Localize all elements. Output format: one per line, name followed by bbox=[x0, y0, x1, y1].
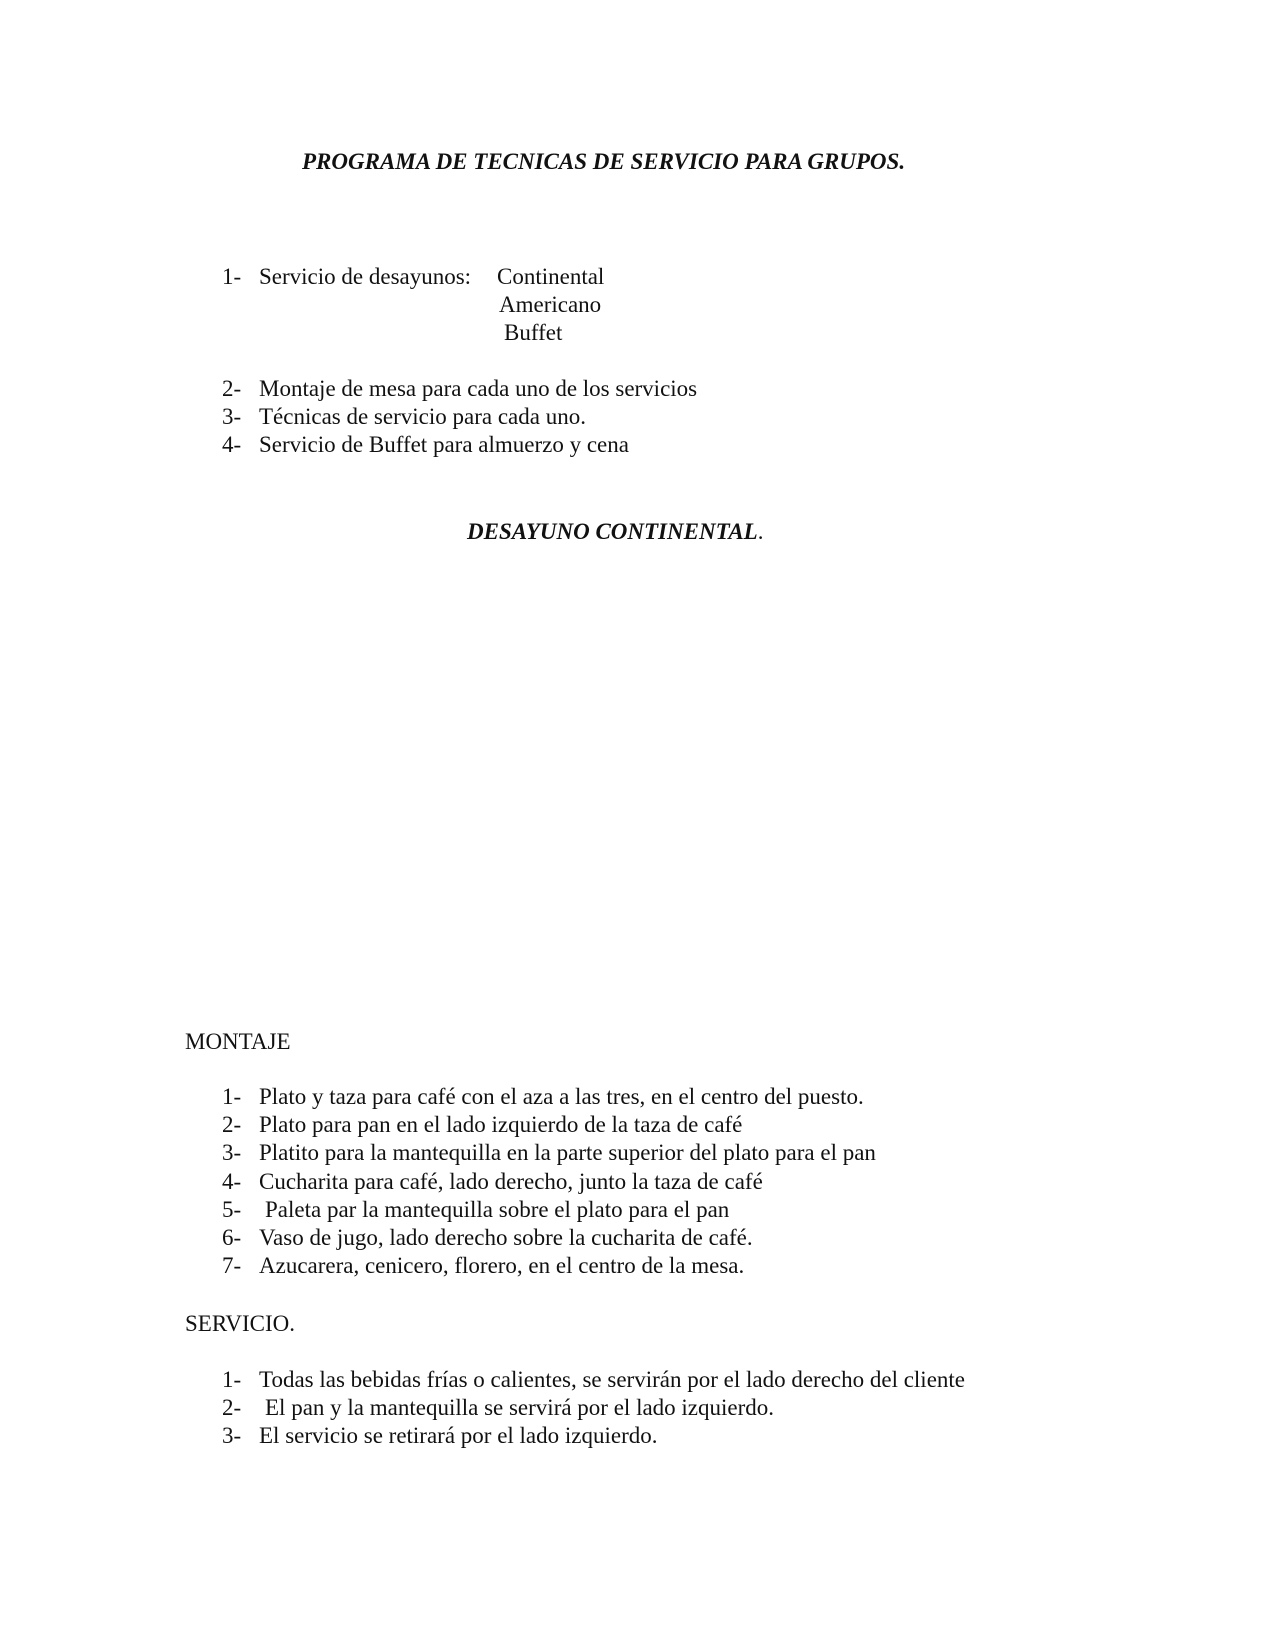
breakfast-type-buffet: Buffet bbox=[504, 320, 563, 345]
list-number: 1- bbox=[222, 1084, 242, 1109]
list-text: Azucarera, cenicero, florero, en el centro de la mesa. bbox=[259, 1253, 745, 1278]
list-number: 7- bbox=[222, 1253, 242, 1278]
breakfast-type-americano: Americano bbox=[499, 292, 602, 317]
list-text: Todas las bebidas frías o calientes, se servirán por el lado derecho del cliente bbox=[259, 1367, 966, 1392]
list-number: 2- bbox=[222, 1112, 242, 1137]
list-number: 3- bbox=[222, 1140, 242, 1165]
list-text: Paleta par la mantequilla sobre el plato para el pan bbox=[265, 1197, 730, 1222]
list-text: El servicio se retirará por el lado izquierdo. bbox=[259, 1423, 658, 1448]
list-text: Servicio de Buffet para almuerzo y cena bbox=[259, 432, 629, 457]
list-number: 6- bbox=[222, 1225, 242, 1250]
list-text: Servicio de desayunos: bbox=[259, 264, 472, 289]
list-text: Plato y taza para café con el aza a las tres, en el centro del puesto. bbox=[259, 1084, 864, 1109]
list-text: Platito para la mantequilla en la parte superior del plato para el pan bbox=[259, 1140, 876, 1165]
list-number: 4- bbox=[222, 1169, 242, 1194]
servicio-heading: SERVICIO. bbox=[185, 1311, 295, 1336]
list-text: Montaje de mesa para cada uno de los servicios bbox=[259, 376, 698, 401]
list-text: El pan y la mantequilla se servirá por el lado izquierdo. bbox=[265, 1395, 775, 1420]
list-number: 1- bbox=[222, 1367, 242, 1392]
page-title: PROGRAMA DE TECNICAS DE SERVICIO PARA GRUPOS. bbox=[302, 149, 906, 174]
list-number: 2- bbox=[222, 376, 242, 401]
list-number: 3- bbox=[222, 404, 242, 429]
list-number: 2- bbox=[222, 1395, 242, 1420]
section-title-text: DESAYUNO CONTINENTAL bbox=[467, 519, 758, 544]
list-number: 3- bbox=[222, 1423, 242, 1448]
breakfast-type-continental: Continental bbox=[497, 264, 605, 289]
section-title-period: . bbox=[757, 519, 764, 544]
section-title bbox=[467, 518, 763, 546]
list-number: 5- bbox=[222, 1197, 242, 1222]
list-text: Vaso de jugo, lado derecho sobre la cucharita de café. bbox=[259, 1225, 753, 1250]
list-text: Cucharita para café, lado derecho, junto la taza de café bbox=[259, 1169, 763, 1194]
list-text: Plato para pan en el lado izquierdo de la taza de café bbox=[259, 1112, 743, 1137]
list-text: Técnicas de servicio para cada uno. bbox=[259, 404, 586, 429]
montaje-heading: MONTAJE bbox=[185, 1029, 291, 1054]
list-number: 1- bbox=[222, 264, 242, 289]
list-number: 4- bbox=[222, 432, 242, 457]
